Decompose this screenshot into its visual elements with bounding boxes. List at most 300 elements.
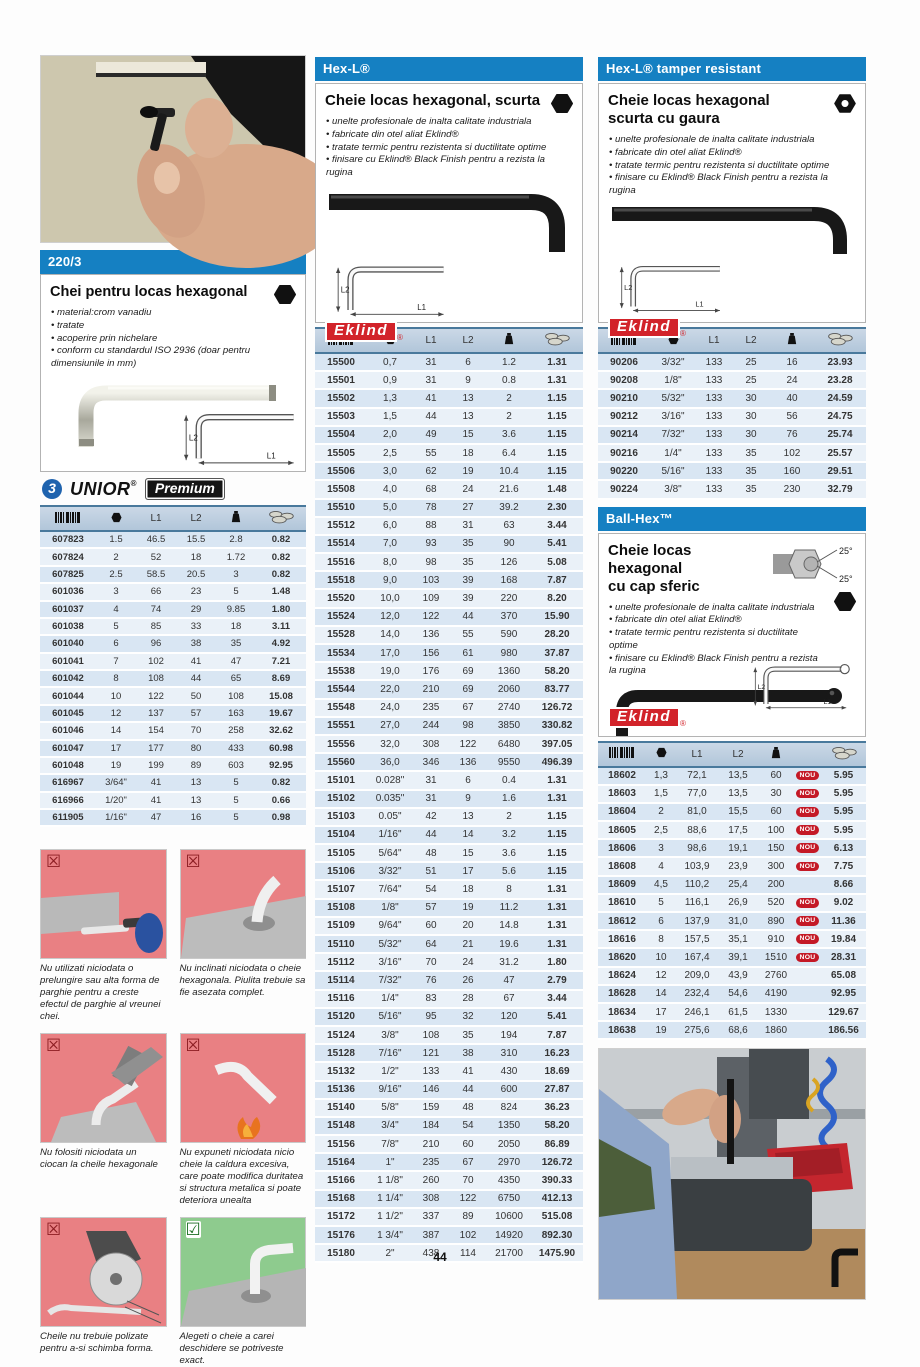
- cell-l2: 15.5: [176, 531, 216, 548]
- cell-l2: 35: [449, 535, 487, 553]
- cell-code: 15516: [315, 553, 367, 571]
- cell-l2: 31: [449, 517, 487, 535]
- cell-l1: 103,9: [676, 857, 718, 875]
- cell-price: 28.20: [531, 626, 583, 644]
- cell-weight: 5: [216, 809, 256, 826]
- cell-l2: 17,5: [718, 821, 758, 839]
- cell-size: 14: [96, 722, 136, 739]
- cell-l2: 23,9: [718, 857, 758, 875]
- tamper-bullets: [609, 134, 856, 198]
- cell-l2: 13: [449, 808, 487, 826]
- cell-price: 2.79: [531, 971, 583, 989]
- warning-item: [40, 1033, 167, 1207]
- cell-weight: 230: [770, 480, 814, 498]
- table-row: [315, 699, 583, 717]
- cell-price: 58.20: [531, 662, 583, 680]
- cell-code: 15106: [315, 862, 367, 880]
- cell-price: 23.93: [814, 353, 866, 371]
- cell-weight: 65: [216, 670, 256, 687]
- cell-l1: 133: [696, 462, 732, 480]
- cell-l2: 38: [449, 1044, 487, 1062]
- cell-weight: 3.6: [487, 844, 531, 862]
- cell-weight: 1330: [758, 1003, 794, 1021]
- cell-l1: 154: [136, 722, 176, 739]
- warning-caption: Nu folositi niciodata un ciocan la cheile hexagonale: [40, 1147, 158, 1171]
- cell-code: 15103: [315, 808, 367, 826]
- hex-size-icon: [646, 742, 676, 767]
- ballhex-header-bar: Ball-Hex™: [598, 507, 866, 531]
- ballhex-section-box: [598, 533, 866, 737]
- cell-price: 397.05: [531, 735, 583, 753]
- cell-price: 0.82: [256, 531, 306, 548]
- col-l2: L2: [718, 742, 758, 767]
- cell-price: 892.30: [531, 1226, 583, 1244]
- ballhex-product-table: [598, 741, 866, 1041]
- cell-l1: 74: [136, 601, 176, 618]
- table-row: [598, 371, 866, 389]
- cell-code: 15101: [315, 771, 367, 789]
- cell-nou: [794, 967, 821, 985]
- cell-l1: 133: [696, 389, 732, 407]
- cell-nou: [794, 1021, 821, 1039]
- cell-price: 36.23: [531, 1099, 583, 1117]
- cell-l2: 18: [449, 880, 487, 898]
- cell-weight: 21.6: [487, 480, 531, 498]
- cell-weight: 300: [758, 857, 794, 875]
- cell-size: 4,0: [367, 480, 413, 498]
- registered-mark: ®: [397, 332, 403, 342]
- cell-l1: 133: [413, 1062, 449, 1080]
- cell-code: 15544: [315, 680, 367, 698]
- cell-l2: 32: [449, 1008, 487, 1026]
- cell-l2: 39: [449, 589, 487, 607]
- cell-code: 15518: [315, 571, 367, 589]
- table-row: [598, 1003, 866, 1021]
- cell-l1: 308: [413, 1190, 449, 1208]
- unior-section-box: [40, 274, 306, 472]
- warning-caption: Nu utilizati niciodata o prelungire sau alta forma de parghie pentru a creste efectul de parghie al vreunei chei.: [40, 963, 161, 1023]
- table-row: [598, 912, 866, 930]
- cell-weight: 2050: [487, 1135, 531, 1153]
- table-row: [315, 662, 583, 680]
- cell-l1: 68: [413, 480, 449, 498]
- cell-price: 9.02: [821, 894, 866, 912]
- cell-code: 15503: [315, 408, 367, 426]
- cell-l1: 235: [413, 1153, 449, 1171]
- cell-size: 7/32": [367, 971, 413, 989]
- table-row: [315, 608, 583, 626]
- col-l2: L2: [176, 506, 216, 531]
- cell-price: 16.23: [531, 1044, 583, 1062]
- warning-art: [41, 1231, 166, 1326]
- cell-weight: 60: [758, 767, 794, 785]
- table-row: [598, 444, 866, 462]
- cell-size: 8: [646, 930, 676, 948]
- cell-weight: 9550: [487, 753, 531, 771]
- bullet: • acoperire prin nichelare: [51, 333, 296, 346]
- cell-l1: 184: [413, 1117, 449, 1135]
- cell-size: 1/16": [367, 826, 413, 844]
- cell-l1: 31: [413, 790, 449, 808]
- table-row: [315, 790, 583, 808]
- cell-code: 15102: [315, 790, 367, 808]
- table-row: [40, 670, 306, 687]
- cell-code: 15524: [315, 608, 367, 626]
- hex-socket-icon: [834, 592, 856, 616]
- cell-code: 15501: [315, 371, 367, 389]
- cell-l1: 98: [413, 553, 449, 571]
- cell-size: 5/64": [367, 844, 413, 862]
- cell-price: 5.95: [821, 821, 866, 839]
- cell-size: 12: [646, 967, 676, 985]
- cell-size: 1/2": [367, 1062, 413, 1080]
- cell-weight: 76: [770, 426, 814, 444]
- cell-code: 15156: [315, 1135, 367, 1153]
- cell-size: 8: [96, 670, 136, 687]
- cell-weight: 16: [770, 353, 814, 371]
- warning-caption: Nu inclinati niciodata o cheie hexagonala. Piulita trebuie sa fie asezata complet.: [179, 963, 306, 999]
- cell-weight: 126: [487, 553, 531, 571]
- cell-weight: 194: [487, 1026, 531, 1044]
- safety-warnings-grid: [40, 849, 306, 1367]
- table-row: [315, 680, 583, 698]
- cell-code: 601047: [40, 740, 96, 757]
- cell-code: 15502: [315, 389, 367, 407]
- black-hex-key-image: [608, 202, 856, 254]
- table-row: [40, 601, 306, 618]
- col-l1: L1: [413, 328, 449, 353]
- cell-code: 15556: [315, 735, 367, 753]
- cell-l1: 41: [413, 389, 449, 407]
- table-row: [40, 740, 306, 757]
- diagram-l2-label: L2: [340, 285, 350, 295]
- price-icon: [256, 506, 306, 531]
- cell-code: 15548: [315, 699, 367, 717]
- cell-code: 15132: [315, 1062, 367, 1080]
- cell-code: 18624: [598, 967, 646, 985]
- cell-l1: 54: [413, 880, 449, 898]
- cell-weight: 258: [216, 722, 256, 739]
- cell-nou: [794, 876, 821, 894]
- cell-l1: 88: [413, 517, 449, 535]
- cell-code: 601045: [40, 705, 96, 722]
- warning-item: [40, 1217, 167, 1367]
- cell-l2: 26,9: [718, 894, 758, 912]
- check-icon: ☑: [185, 1220, 201, 1240]
- cell-price: 8.69: [256, 670, 306, 687]
- cell-size: 2: [96, 548, 136, 565]
- nou-badge: NOU: [796, 789, 818, 799]
- cell-code: 15504: [315, 426, 367, 444]
- cell-l1: 62: [413, 462, 449, 480]
- cell-code: 601042: [40, 670, 96, 687]
- cell-l2: 9: [449, 371, 487, 389]
- diagram-l2-label: L2: [624, 283, 633, 293]
- cell-code: 90216: [598, 444, 650, 462]
- cell-size: 7/16": [367, 1044, 413, 1062]
- cell-l2: 23: [176, 583, 216, 600]
- cell-l1: 122: [136, 687, 176, 704]
- unior-wordmark: UNIOR®: [70, 478, 137, 499]
- warning-illustration: [180, 849, 307, 959]
- cell-size: 1 1/8": [367, 1171, 413, 1189]
- table-row: [40, 705, 306, 722]
- cell-weight: 4350: [487, 1171, 531, 1189]
- hexl-title: Cheie locas hexagonal, scurta: [325, 92, 541, 109]
- cell-weight: 10.4: [487, 462, 531, 480]
- cell-weight: 890: [758, 912, 794, 930]
- cell-code: 90224: [598, 480, 650, 498]
- cell-weight: 30: [758, 785, 794, 803]
- cell-l1: 109: [413, 589, 449, 607]
- cell-l1: 81,0: [676, 803, 718, 821]
- cell-l2: 20.5: [176, 566, 216, 583]
- cell-price: 129.67: [821, 1003, 866, 1021]
- cell-weight: 40: [770, 389, 814, 407]
- cell-weight: 39.2: [487, 499, 531, 517]
- cell-weight: 433: [216, 740, 256, 757]
- table-row: [40, 757, 306, 774]
- cell-weight: 1360: [487, 662, 531, 680]
- cell-code: 15107: [315, 880, 367, 898]
- cell-code: 601041: [40, 653, 96, 670]
- cell-code: 601044: [40, 687, 96, 704]
- cell-size: 1/16": [96, 809, 136, 826]
- cell-price: 37.87: [531, 644, 583, 662]
- col-l2: L2: [732, 328, 770, 353]
- cell-size: 9/64": [367, 917, 413, 935]
- table-row: [598, 967, 866, 985]
- cell-price: 496.39: [531, 753, 583, 771]
- cell-code: 15505: [315, 444, 367, 462]
- bullet: • fabricate din otel aliat Eklind®: [609, 614, 826, 627]
- cell-code: 18609: [598, 876, 646, 894]
- cell-price: 19.67: [256, 705, 306, 722]
- cell-l1: 51: [413, 862, 449, 880]
- cell-size: 3,0: [367, 462, 413, 480]
- cell-l2: 70: [176, 722, 216, 739]
- tamper-title-line2: scurta cu gaura: [608, 110, 720, 127]
- cell-price: 24.75: [814, 408, 866, 426]
- table-row: [598, 353, 866, 371]
- cell-price: 1.15: [531, 862, 583, 880]
- cell-code: 15164: [315, 1153, 367, 1171]
- diagram-l1-label: L1: [695, 299, 704, 309]
- cell-l2: 6: [449, 353, 487, 371]
- cell-weight: 10600: [487, 1208, 531, 1226]
- cell-weight: 108: [216, 687, 256, 704]
- bullet: • unelte profesionale de inalta calitate industriala: [326, 116, 573, 129]
- cell-l1: 93: [413, 535, 449, 553]
- cell-price: 60.98: [256, 740, 306, 757]
- cell-l2: 21: [449, 935, 487, 953]
- cell-l1: 176: [413, 662, 449, 680]
- table-row: [315, 1008, 583, 1026]
- weight-icon: [758, 742, 794, 767]
- cell-nou: [794, 912, 821, 930]
- cell-size: 0,9: [367, 371, 413, 389]
- cell-l2: 19: [449, 899, 487, 917]
- forbidden-icon: ☒: [46, 1036, 62, 1056]
- cell-price: 330.82: [531, 717, 583, 735]
- cell-l2: 16: [176, 809, 216, 826]
- cell-l1: 275,6: [676, 1021, 718, 1039]
- table-row: [315, 353, 583, 371]
- cell-l1: 137,9: [676, 912, 718, 930]
- cell-price: 8.66: [821, 876, 866, 894]
- hex-with-hole-icon: [834, 94, 856, 118]
- cell-weight: 100: [758, 821, 794, 839]
- cell-l1: 156: [413, 644, 449, 662]
- cell-weight: 60: [758, 803, 794, 821]
- cell-price: 32.62: [256, 722, 306, 739]
- cell-l2: 55: [449, 626, 487, 644]
- cell-l1: 49: [413, 426, 449, 444]
- cell-price: 5.08: [531, 553, 583, 571]
- diagram-l2-label: L2: [757, 683, 766, 691]
- cell-price: 3.44: [531, 990, 583, 1008]
- cell-l2: 98: [449, 717, 487, 735]
- table-row: [40, 653, 306, 670]
- cell-price: 15.08: [256, 687, 306, 704]
- cell-code: 18603: [598, 785, 646, 803]
- cell-code: 15560: [315, 753, 367, 771]
- cell-size: 7: [96, 653, 136, 670]
- nou-badge: NOU: [796, 771, 818, 781]
- cell-weight: 35: [216, 635, 256, 652]
- cell-size: 10: [646, 948, 676, 966]
- cell-code: 601038: [40, 618, 96, 635]
- table-row: [315, 1153, 583, 1171]
- eklind-logo: Eklind ®: [608, 313, 856, 338]
- cell-weight: 1.72: [216, 548, 256, 565]
- table-row: [598, 785, 866, 803]
- cell-code: 15506: [315, 462, 367, 480]
- cell-weight: 47: [487, 971, 531, 989]
- cell-l2: 35,1: [718, 930, 758, 948]
- cell-size: 1,5: [646, 785, 676, 803]
- hex-size-icon: [96, 506, 136, 531]
- diagram-l1-label: L1: [417, 302, 427, 312]
- cell-size: 0.035": [367, 790, 413, 808]
- table-row: [40, 566, 306, 583]
- cell-size: 24,0: [367, 699, 413, 717]
- cell-size: 9/16": [367, 1081, 413, 1099]
- cell-price: 1.31: [531, 935, 583, 953]
- cell-weight: 90: [487, 535, 531, 553]
- cell-price: 58.20: [531, 1117, 583, 1135]
- cell-size: 17: [96, 740, 136, 757]
- cell-code: 15168: [315, 1190, 367, 1208]
- cell-l2: 25: [732, 353, 770, 371]
- table-row: [315, 990, 583, 1008]
- hexl-header-bar: Hex-L®: [315, 57, 583, 81]
- cell-l1: 41: [136, 792, 176, 809]
- diagram-l2-label: L2: [188, 433, 198, 443]
- cell-l1: 116,1: [676, 894, 718, 912]
- table-row: [315, 971, 583, 989]
- cell-l1: 260: [413, 1171, 449, 1189]
- cell-size: 0.05": [367, 808, 413, 826]
- cell-price: 23.28: [814, 371, 866, 389]
- cell-size: 14,0: [367, 626, 413, 644]
- table-row: [315, 1062, 583, 1080]
- table-row: [315, 899, 583, 917]
- cell-l2: 18: [176, 548, 216, 565]
- table-row: [598, 462, 866, 480]
- table-row: [40, 531, 306, 548]
- cell-l2: 114: [449, 1244, 487, 1262]
- cell-l2: 35: [732, 444, 770, 462]
- cell-l1: 96: [136, 635, 176, 652]
- cell-weight: 0.8: [487, 371, 531, 389]
- cell-price: 1.80: [256, 601, 306, 618]
- cell-code: 18634: [598, 1003, 646, 1021]
- cell-weight: 590: [487, 626, 531, 644]
- cell-price: 186.56: [821, 1021, 866, 1039]
- black-hex-key-image: [325, 188, 573, 254]
- cell-code: 15172: [315, 1208, 367, 1226]
- cell-size: 3/16": [650, 408, 696, 426]
- cell-size: 1/20": [96, 792, 136, 809]
- cell-l1: 95: [413, 1008, 449, 1026]
- bullet: • fabricate din otel aliat Eklind®: [609, 147, 856, 160]
- cell-l1: 85: [136, 618, 176, 635]
- table-row: [598, 839, 866, 857]
- cell-l1: 72,1: [676, 767, 718, 785]
- cell-nou: [794, 839, 821, 857]
- cell-size: 3/8": [650, 480, 696, 498]
- cell-l1: 31: [413, 371, 449, 389]
- cell-price: 1.31: [531, 790, 583, 808]
- cell-code: 15551: [315, 717, 367, 735]
- cell-price: 1.48: [256, 583, 306, 600]
- cell-l2: 13,5: [718, 767, 758, 785]
- diagram-l1-label: L1: [266, 451, 276, 461]
- cell-l2: 41: [449, 1062, 487, 1080]
- table-row: [315, 462, 583, 480]
- cell-code: 18620: [598, 948, 646, 966]
- cell-code: 15104: [315, 826, 367, 844]
- cell-weight: 8: [487, 880, 531, 898]
- cell-size: 5/32": [650, 389, 696, 407]
- cell-weight: 1860: [758, 1021, 794, 1039]
- cell-l1: 103: [413, 571, 449, 589]
- table-row: [315, 862, 583, 880]
- cell-l1: 387: [413, 1226, 449, 1244]
- tamper-title-line1: Cheie locas hexagonal: [608, 92, 770, 109]
- section-code: 220/3: [48, 254, 82, 269]
- cell-code: 15520: [315, 589, 367, 607]
- cell-price: 515.08: [531, 1208, 583, 1226]
- dimension-diagram: [741, 660, 859, 710]
- warning-caption: Nu expuneti niciodata nicio cheie la caldura excesiva, care poate modifica duritatea si structura metalica si poate deteriora unealta: [179, 1147, 304, 1207]
- cell-weight: 56: [770, 408, 814, 426]
- cell-l1: 133: [696, 480, 732, 498]
- table-body: [598, 353, 866, 499]
- cell-size: 12: [96, 705, 136, 722]
- cell-l1: 235: [413, 699, 449, 717]
- warning-art: [181, 1047, 306, 1142]
- table-row: [598, 876, 866, 894]
- cell-l2: 54,6: [718, 985, 758, 1003]
- warning-illustration: [40, 849, 167, 959]
- cell-l2: 61: [449, 644, 487, 662]
- cell-l2: 30: [732, 408, 770, 426]
- cell-price: 1.15: [531, 462, 583, 480]
- cell-l2: 57: [176, 705, 216, 722]
- cell-code: 90206: [598, 353, 650, 371]
